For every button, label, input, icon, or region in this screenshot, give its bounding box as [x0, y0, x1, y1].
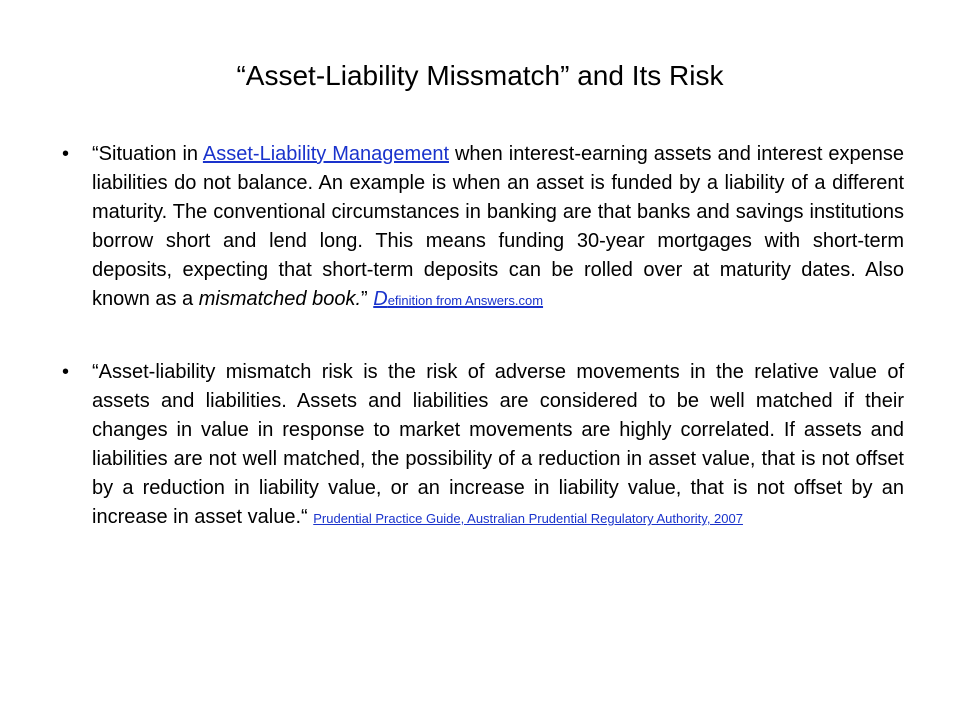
bullet-dot-icon: • [62, 143, 70, 165]
asset-liability-management-link[interactable]: Asset-Liability Management [202, 143, 449, 165]
answers-com-source-link[interactable] [373, 288, 543, 310]
bullet-list [62, 140, 904, 532]
slide-title: “Asset-Liability Missmatch” and Its Risk [236, 60, 724, 91]
bullet-text: ” [361, 288, 374, 310]
bullet-text: “Asset-liability mismatch risk is the risk of adverse movements in the relative value of assets and liabilities. Assets and liabilities are considered to be well matched if their changes in value in response to market movements are highly correlated. If assets and liabilities are not well matched, the possibility of a reduction in asset value, that is not offset by a reduction in liability value, or an increase in liability value, that is not offset by an increase in asset value.“ [92, 361, 904, 528]
bullet-definition [62, 140, 904, 314]
bullet-text: “Situation in [92, 143, 203, 165]
mismatched-book-term: mismatched book. [198, 288, 362, 310]
prudential-guide-source-link[interactable]: Prudential Practice Guide, Australian Prudential Regulatory Authority, 2007 [313, 511, 743, 526]
source-link-text: efinition from Answers.com [387, 293, 544, 308]
bullet-dot-icon: • [62, 361, 70, 383]
bullet-text: when interest-earning assets and interest expense liabilities do not balance. An example is when an asset is funded by a liability of a different maturity. The conventional circumstances in banking are that banks and savings institutions borrow short and lend long. This means funding 30-year mortgages with short-term deposits, expecting that short-term deposits can be rolled over at maturity dates. Also known as a [92, 143, 904, 310]
bullet-mismatch-risk [62, 358, 904, 532]
source-link-initial: D [373, 288, 388, 310]
